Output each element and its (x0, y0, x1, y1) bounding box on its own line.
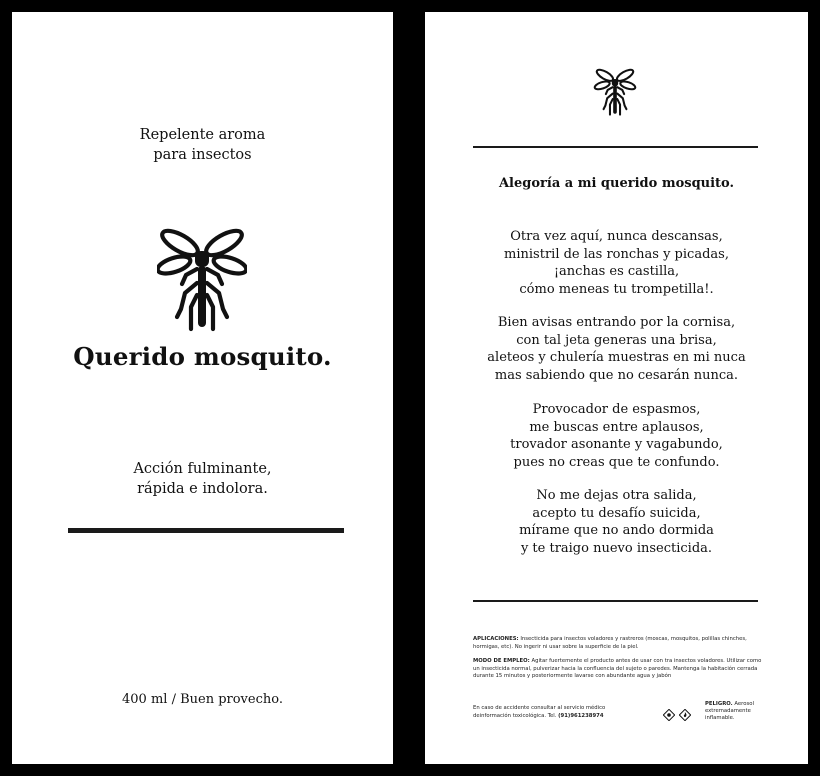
divider (68, 528, 344, 533)
mosquito-icon (591, 68, 639, 116)
poem-stanza: No me dejas otra salida, acepto tu desafío suicida, mírame que no ando dormida y te traigo nuevo insecticida. (519, 488, 714, 557)
divider (473, 146, 758, 148)
poem-title: Alegoría a mi querido mosquito. (498, 176, 735, 191)
accident-text: En caso de accidente consultar al servicio médico deinformación toxicológica. Tel. (91)961238974 (473, 705, 606, 719)
pressure-hazard-icon (663, 709, 675, 721)
product-title: Querido mosquito. (73, 342, 332, 371)
product-tagline: Acción fulminante, rápida e indolora. (133, 461, 272, 497)
divider (473, 600, 758, 602)
product-subtitle: Repelente aroma para insectos (139, 127, 266, 163)
poem-stanza: Provocador de espasmos, me buscas entre aplausos, trovador asonante y vagabundo, pues no creas que te confundo. (510, 402, 723, 471)
flammable-hazard-icon (679, 709, 691, 721)
volume-text: 400 ml / Buen provecho. (122, 692, 283, 707)
poem-stanza: Bien avisas entrando por la cornisa, con tal jeta generas una brisa, aleteos y chulería muestras en mi nuca mas sabiendo que no cesarán nunca. (487, 315, 746, 384)
mosquito-icon (157, 227, 247, 332)
applications-text: APLICACIONES: Insecticida para insectos voladores y rastreros (moscas, mosquitos, polillas chinches, hormigas, etc). No ingerir ni usar sobre la superficie de la piel. (473, 636, 747, 650)
front-label-panel (12, 12, 393, 764)
usage-text: MODO DE EMPLEO: Agitar fuertemente el producto antes de usar con tra insectos voladores. Utilizar como un insecticida normal, pulverizar hacia la confluencia del sujeto o paredes. Mantenga la habitación cerrada durante 15 minutos y posteriormente lavarse con abundante agua y jabón (473, 658, 762, 680)
back-label-panel (425, 12, 808, 764)
poem-stanza: Otra vez aquí, nunca descansas, ministril de las ronchas y picadas, ¡anchas es castilla, cómo meneas tu trompetilla!. (504, 229, 729, 298)
danger-text: PELIGRO. Aerosol extremadamente inflamable. (705, 701, 754, 721)
